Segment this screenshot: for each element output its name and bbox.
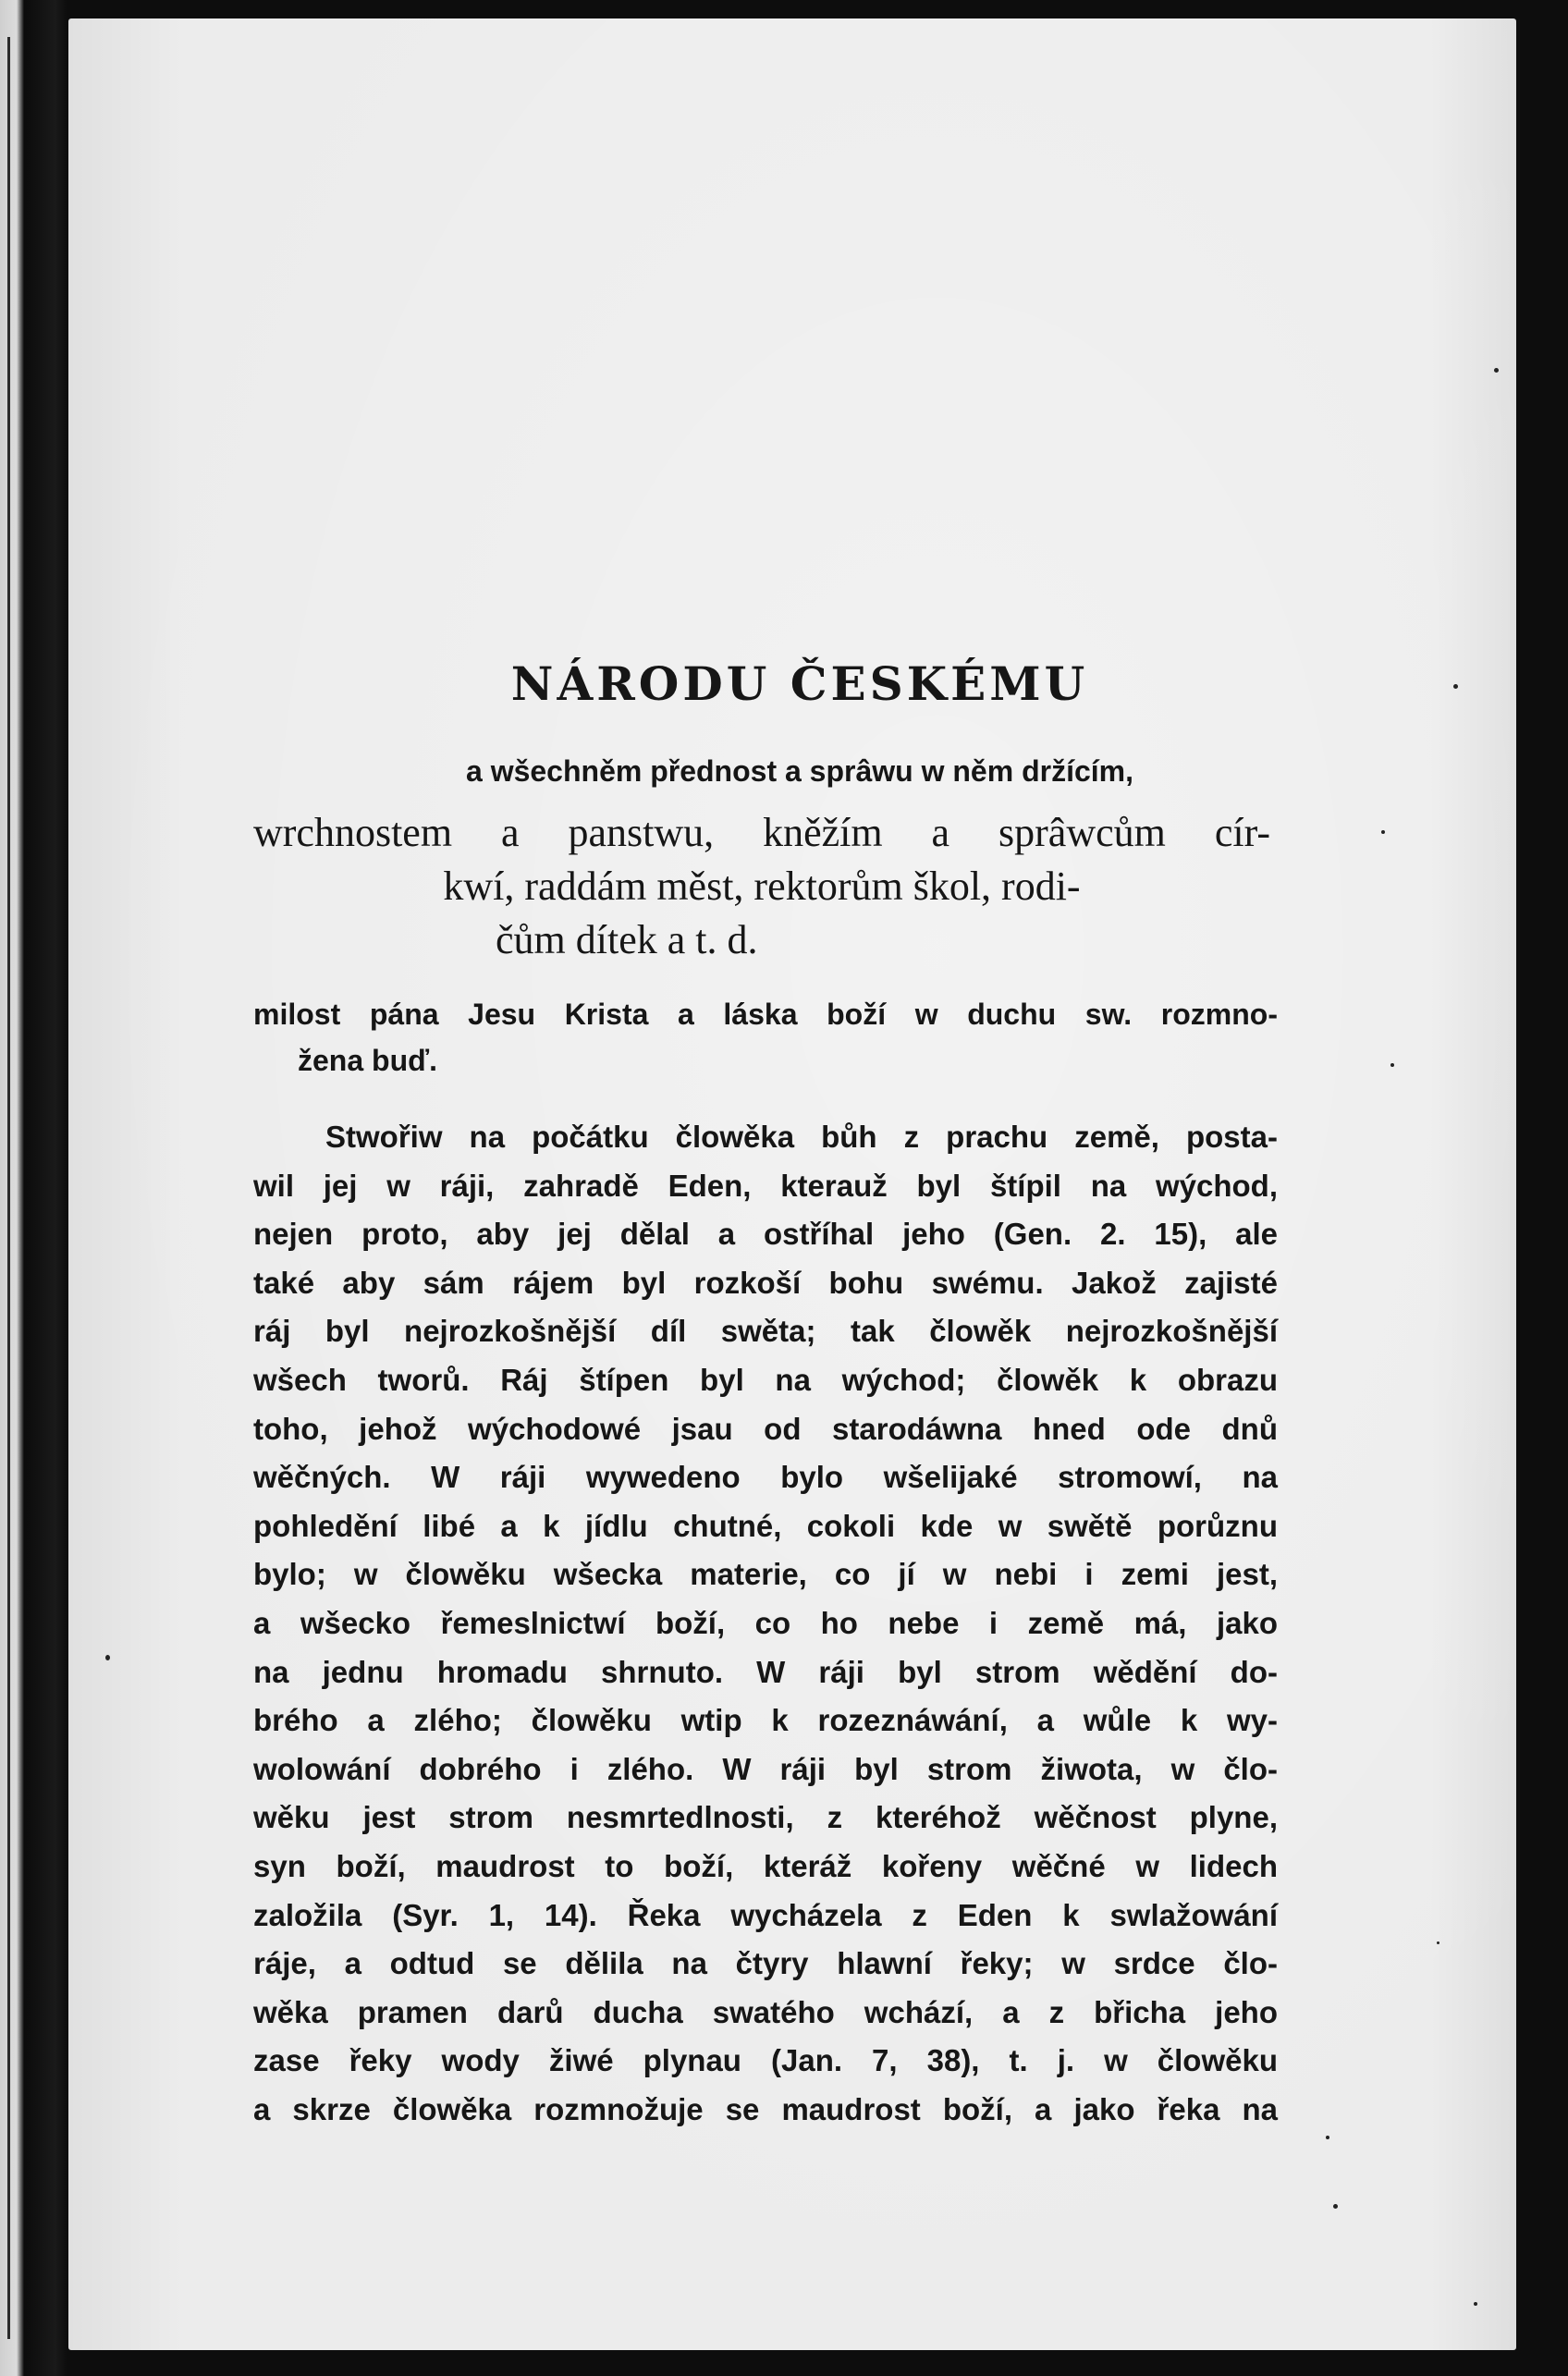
blessing-line: žena buď.	[298, 1044, 438, 1077]
address-line: wrchnostem a panstwu, kněžím a sprâwcům cír-	[253, 810, 1270, 855]
body-line: založila (Syr. 1, 14). Řeka wycházela z Eden k swlažowání	[253, 1897, 1278, 1932]
binding-shadow-line	[7, 37, 10, 2339]
blessing-line: milost pána Jesu Krista a láska boží w duchu sw. rozmno-	[253, 998, 1278, 1031]
body-line: wolowání dobrého i zlého. W ráji byl strom žiwota, w člo-	[253, 1751, 1278, 1786]
binding-edge	[0, 0, 67, 2376]
body-line: syn boží, maudrost to boží, kteráž kořeny wěčné w lidech	[253, 1848, 1278, 1883]
body-line: a wšecko řemeslnictwí boží, co ho nebe i země má, jako	[253, 1605, 1278, 1640]
blessing-paragraph	[253, 991, 1278, 1084]
scanned-page	[68, 18, 1516, 2350]
ink-speck	[1474, 2302, 1477, 2306]
body-line: wěka pramen darů ducha swatého wchází, a z břicha jeho	[253, 1994, 1278, 2029]
body-line: na jednu hromadu shrnuto. W ráji byl strom wědění do-	[253, 1654, 1278, 1689]
body-line: pohledění libé a k jídlu chutné, cokoli kde w swětě porůznu	[253, 1508, 1278, 1543]
ink-speck	[1494, 368, 1499, 373]
ink-speck	[1381, 830, 1385, 834]
address-line: kwí, raddám měst, rektorům škol, rodi-	[443, 863, 1081, 909]
body-line: zase řeky wody žiwé plynau (Jan. 7, 38), t. j. w člowěku	[253, 2043, 1278, 2078]
body-line: bylo; w člowěku wšecka materie, co jí w nebi i zemi jest,	[253, 1557, 1278, 1592]
address-line: čům dítek a t. d.	[496, 917, 758, 962]
body-line: Stwořiw na počátku člowěka bůh z prachu země, posta-	[325, 1120, 1278, 1154]
body-line: wěčných. W ráji wywedeno bylo wšelijaké stromowí, na	[253, 1460, 1278, 1495]
ink-speck	[1333, 2204, 1338, 2209]
body-line: wšech tworů. Ráj štípen byl na wýchod; člowěk k obrazu	[253, 1362, 1278, 1397]
ink-speck	[1453, 684, 1458, 689]
body-paragraph	[253, 1113, 1278, 2134]
page-heading: NÁRODU ČESKÉMU	[510, 656, 1089, 711]
body-line: wil jej w ráji, zahradě Eden, kterauž byl štípil na wýchod,	[253, 1168, 1278, 1203]
body-line: také aby sám rájem byl rozkoší bohu swému. Jakož zajisté	[253, 1265, 1278, 1300]
ink-speck	[1390, 1063, 1394, 1067]
body-line: ráje, a odtud se dělila na čtyry hlawní řeky; w srdce člo-	[253, 1946, 1278, 1981]
body-line: nejen proto, aby jej dělal a ostříhal jeho (Gen. 2. 15), ale	[253, 1217, 1278, 1252]
body-line: wěku jest strom nesmrtedlnosti, z kteréhož wěčnost plyne,	[253, 1800, 1278, 1835]
body-line: brého a zlého; člowěku wtip k rozeznáwání, a wůle k wy-	[253, 1703, 1278, 1738]
ink-speck	[105, 1655, 110, 1660]
ink-speck	[1326, 2136, 1329, 2139]
ink-speck	[1437, 1941, 1439, 1944]
body-line: ráj byl nejrozkošnější díl swěta; tak člowěk nejrozkošnější	[253, 1314, 1278, 1349]
dedication-address	[253, 806, 1270, 967]
body-line: a skrze člowěka rozmnožuje se maudrost boží, a jako řeka na	[253, 2091, 1278, 2126]
body-line: toho, jehož wýchodowé jsau od starodáwna hned ode dnů	[253, 1411, 1278, 1446]
dedication-subline: a wšechněm přednost a sprâwu w něm držícím,	[466, 754, 1133, 788]
